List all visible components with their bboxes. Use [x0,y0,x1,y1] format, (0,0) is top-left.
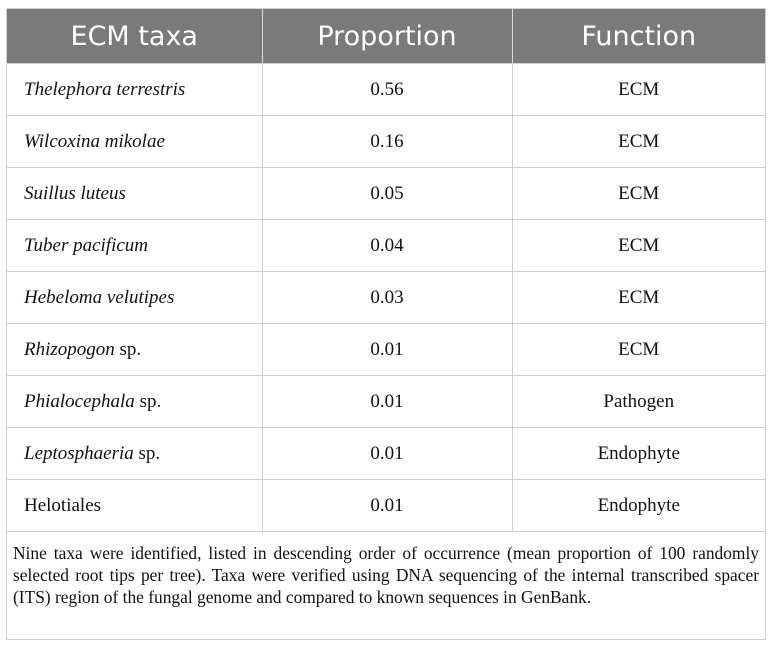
function-cell: ECM [512,64,765,116]
taxon-cell [7,376,262,428]
taxon-cell [7,116,262,168]
table-row [7,64,765,116]
taxon-name: Wilcoxina mikolae [24,130,165,152]
taxon-name: Rhizopogon [24,338,115,360]
proportion-cell: 0.01 [262,324,512,376]
table-row [7,324,765,376]
taxon-cell [7,220,262,272]
taxon-suffix: sp. [133,442,161,464]
header-ecm-taxa: ECM taxa [7,9,262,64]
table-row [7,272,765,324]
table-row [7,220,765,272]
proportion-cell: 0.03 [262,272,512,324]
taxon-cell [7,480,262,532]
proportion-cell: 0.04 [262,220,512,272]
table-row [7,376,765,428]
taxon-name: Tuber pacificum [24,234,149,256]
taxon-cell [7,272,262,324]
header-function: Function [512,9,765,64]
taxon-cell [7,428,262,480]
ecm-taxa-table [7,9,765,531]
ecm-taxa-table-container [6,8,766,640]
function-cell: ECM [512,324,765,376]
function-cell: ECM [512,116,765,168]
proportion-cell: 0.01 [262,480,512,532]
proportion-cell: 0.56 [262,64,512,116]
taxon-name: Thelephora terrestris [24,78,186,100]
table-row [7,428,765,480]
taxon-name: Leptosphaeria [24,442,134,464]
taxon-name: Phialocephala [24,390,135,412]
function-cell: ECM [512,220,765,272]
taxon-name: Suillus luteus [24,182,126,204]
function-cell: Endophyte [512,480,765,532]
taxon-suffix: sp. [134,390,162,412]
function-cell: ECM [512,272,765,324]
table-row [7,480,765,532]
table-footnote: Nine taxa were identified, listed in descending order of occurrence (mean proportion of 100 randomly selected root tips per tree). Taxa were verified using DNA sequencing of the internal transcribed spacer (ITS) region of the fungal genome and compared to known sequences in GenBank. [7,531,765,608]
function-cell: Endophyte [512,428,765,480]
proportion-cell: 0.05 [262,168,512,220]
function-cell: ECM [512,168,765,220]
taxon-name: Hebeloma velutipes [24,286,175,308]
proportion-cell: 0.01 [262,376,512,428]
header-proportion: Proportion [262,9,512,64]
table-header-row [7,9,765,64]
taxon-suffix: Helotiales [24,494,102,516]
taxon-cell [7,324,262,376]
taxon-cell [7,168,262,220]
proportion-cell: 0.01 [262,428,512,480]
taxon-suffix: sp. [114,338,142,360]
proportion-cell: 0.16 [262,116,512,168]
table-row [7,116,765,168]
function-cell: Pathogen [512,376,765,428]
table-row [7,168,765,220]
taxon-cell [7,64,262,116]
